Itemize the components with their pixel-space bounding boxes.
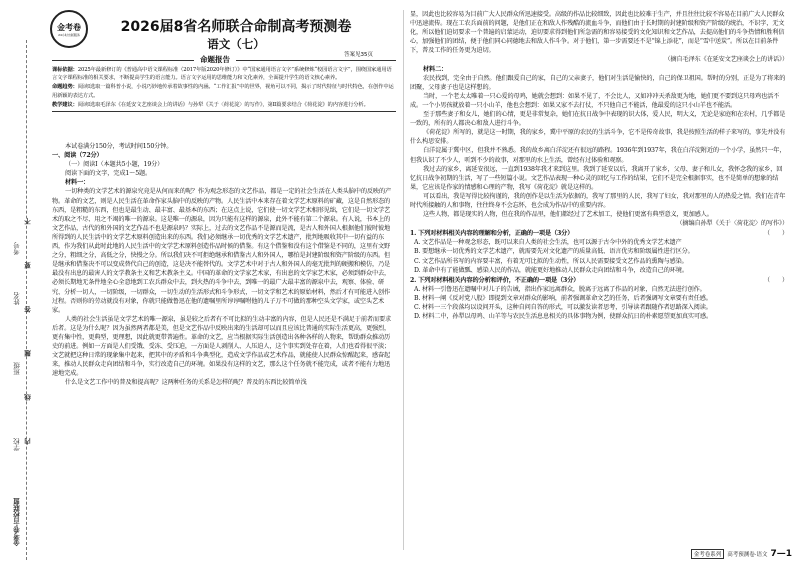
passage-paragraph: 什么是文艺工作中的普及和提高呢？这两种任务的关系是怎样的呢？普及的东西比较简单浅: [65, 379, 307, 387]
xingming-label: 姓名: [13, 292, 21, 305]
material-two-label: 材料二：: [423, 65, 448, 73]
yao-char: 要: [24, 262, 32, 269]
answer-blank[interactable]: （ ）: [763, 230, 788, 238]
subsection-heading: （一）阅读Ⅰ（本题共5小题，19分）: [65, 161, 164, 169]
answer-blank[interactable]: （ ）: [763, 276, 788, 284]
answer-page-note: 答案见35页: [344, 52, 373, 58]
option-a[interactable]: A. 文艺作品是一种观念形态，既可以来自人类的社会生活，也可以源于古今中外的优秀文学艺术遗产: [414, 239, 682, 247]
option-c[interactable]: C. 材料一三个段落均以设问开头，这种自问自答的形式，可以激发读者思考，引导读者跟随作者思路深入阅读。: [414, 304, 712, 311]
nei-char: 内: [24, 438, 32, 445]
passage-paragraph: 显，因此也比较容易为目前广大人民群众所迅速接受。高级的作品比较细致，因此也比较难于生产，并且往往比较不容易在目前广大人民群众中迅速流传。现在工农兵面前的问题，是他们正在和敌人作残酷的流血斗争，而他们由于长时期的封建阶级和资产阶级的统治，不识字，无文化，所以他们迫切要求一个普遍的启蒙运动，迫切要求得到他们所急需的和容易接受的文化知识和文艺作品，去提高他们的斗争热情和胜利信心，加强他们的团结，便于他们同心同德地去和敌人作斗争。对于他们，第一步需要还不是“锦上添花”，而是“雪中送炭”。所以在目前条件下，普及工作的任务更为迫切。: [410, 11, 785, 55]
material-one-label: 材料一：: [65, 179, 90, 187]
report-item-label: 教学建议：: [52, 101, 78, 108]
kaohao-label: 考号: [13, 242, 21, 255]
column-right: [410, 10, 788, 546]
passage-paragraph: 我过去的家乡，离延安很远，一直到1938年我才来到这里。我到了延安以后，我离开了家乡，父母、妻子和儿女，我怀念我的家乡，回忆抗日战争初期的生活，写了一些短篇小说。文艺作品表现一种心灵的回忆与工作的结果，它们不是完全根据事实，也不是简单的想象的结果，它应该是作家的情感和心理的产物，我写《荷花淀》就是这样的。: [410, 165, 783, 191]
report-heading-text: 命题报告: [194, 54, 236, 65]
passage-paragraph: 至于那些妻子和女儿，她们的心情，更是非常复杂，她们在抗日战争中表现的识大体，爱人民，明大义，无论是家庭和在农村，几乎都是一致的，所有的人都决心和敌人进行斗争。: [410, 111, 786, 128]
report-bottom-rule: [52, 111, 396, 112]
passage-paragraph: 这些人物，都是现实的人物，但在我的作品里，他们都经过了艺术加工，使他们更富有典型意义，更加感人。: [423, 211, 713, 219]
question-2-stem: 2. 下列对材料相关内容的分析和评价，不正确的一项是（3分）: [410, 276, 580, 284]
option-b[interactable]: B. 要想继承一切优秀的文学艺术遗产，就需要先对文化遗产的质量高低、语言优劣和阶级属性进行区分。: [414, 248, 694, 256]
question-2: [410, 276, 788, 321]
report-item-text: 2025年最新修订的《普通高中语文课程标准（2017年版2020年修订）》中“国家通用语言文字”系统修炼“校园语言文字”，围绕国家通用语言文字课程标准的相关要求，不断提高学生的语言能力。语言文字运用的思维能力和文化素养，全面提升学生的语文核心素养。: [52, 67, 392, 82]
option-d[interactable]: D. 材料二中，孙犁以母鸡、山羊等与农民生活息息相关的具体事物为例，使群众抗日的朴素愿望更加真实可感。: [414, 313, 713, 321]
report-item: [52, 101, 396, 109]
binding-strip: [0, 0, 38, 566]
question-1-stem: 1. 下列对材料相关内容的理解和分析，正确的一项是（3分）: [410, 230, 574, 238]
passage-paragraph: 白洋淀属于冀中区，但我并不熟悉。我的故乡离白洋淀还有很远的路程。1936年到1937年，我在白洋淀附近的一个小学，虽然只一年，但我认识了不少人，听到不少的故事，对那里的水上生活，曾经有过体验和观察。: [410, 147, 786, 164]
report-item-label: 命题趋势：: [52, 84, 78, 91]
question-1-stem-row: [410, 229, 788, 238]
report-item: [52, 83, 396, 99]
da-char: 答: [24, 306, 32, 313]
option-c[interactable]: C. 文艺作品所书写的内容要丰富，有着无可比拟的生动性，所以人民需要接受文艺作品的熏陶与感染。: [414, 257, 688, 265]
instruction: 阅读下面的文字，完成1～5题。: [65, 170, 152, 178]
passage-paragraph: 人类的社会生活虽是文学艺术的唯一源泉，虽是较之后者有不可比拟的生动丰富的内容，但是人民还是不满足于前者而要求后者。这是为什么呢？因为虽然两者都是美，但是文艺作品中反映出来的生活却可以而且应该比普通的实际生活更高，更强烈，更有集中性，更典型，更理想，因此就更带普遍性。革命的文艺，应当根据实际生活创造出各种各样的人物来，帮助群众推动历史的前进。例如一方面是人们受饿、受冻、受压迫，一方面是人剥削人、人压迫人，这个事实到处存在着，人们也看得很平淡；文艺就把这种日常的现象集中起来，把其中的矛盾和斗争典型化，造成文学作品或艺术作品，就能使人民群众惊醒起来，感奋起来，推动人民群众走向团结和斗争，实行改造自己的环境。如果没有这样的文艺，那么这个任务就不能完成，或者不能有力地迅速地完成。: [52, 315, 392, 378]
option-d[interactable]: D. 革命中有了能做瓢、感染人民的作品，就能更好地推动人民群众走向团结和斗争，改造自己的环境。: [414, 266, 688, 274]
report-item-text: 阅读Ⅰ选取一篇科普小说，小说巧妙地传承着故事性的内涵。“工作汇报”中的世界，视角可以不同，揭示了时代特征与时代特色，在创作中运用新颖的表达方式。: [52, 84, 394, 99]
source-note: （摘编自孙犁《关于〈荷花淀〉的写作》）: [676, 220, 788, 228]
source-note: （摘自毛泽东《在延安文艺座谈会上的讲话》）: [664, 56, 788, 64]
footer-brand: 金考卷系列: [691, 549, 725, 559]
passage-paragraph: 可以看出，我是写得比较拘谨的，我的创作是以生活为依据的，我写了那里的人民，我写了妇女，我对那里的人的热爱之情。我们在青年时代所接触的人和事物，往往终身不会忘怀，也会成为作品中的重要内容。: [410, 192, 786, 209]
school-label: 学校: [13, 438, 21, 451]
bu-char: 不: [24, 218, 32, 225]
passage-paragraph: 《荷花淀》所写的，就是这一时期，我的家乡，冀中平原的农民的生活斗争，它不是传奇故事，我是按照生活的样子来写的，事先并没有什么构思安排。: [410, 129, 786, 146]
logo: [50, 10, 88, 48]
report-item-label: 课标依据：: [52, 67, 78, 73]
column-left: [52, 142, 396, 560]
exam-info: 本试卷满分150分，考试时间150分钟。: [65, 143, 173, 150]
section-heading: 一、阅读（72分）: [52, 152, 103, 160]
passage-paragraph: 当时，一个老太太唯着一只心爱的母鸡，她就会想到：如果不见了，不会比人，又如冲冲天杀敌更为地，她们更不要到这只母鸡也活不成。一个小男孩就放着一只小山羊，他也会想到：如果又家不去打仗，不只他自己不能活，他最爱的这只小山羊也不能活。: [410, 92, 780, 109]
footer-mid: 高考预测卷·语文: [727, 552, 768, 558]
page-number: 7—1: [770, 549, 792, 559]
report-item: [52, 66, 396, 82]
question-2-stem-row: [410, 276, 788, 285]
option-b[interactable]: B. 材料一阐《反对党八股》即提到文章对群众的影响，前者强调革命文艺的任务，后者强调写文章要有责任感。: [414, 294, 712, 302]
question-1: [410, 229, 788, 274]
option-a[interactable]: A. 材料一引鲁迅在遗嘱中对儿子的告诫，指出作家远离群众，脱离于远离了作品的对象，自然无法进行创作。: [414, 285, 706, 293]
column-divider: [403, 10, 404, 550]
ti-char: 题: [24, 350, 32, 357]
logo-subtext: 24小时出版服务: [58, 32, 80, 37]
banji-label: 班级: [13, 362, 21, 375]
binding-dashed-line: [26, 40, 27, 560]
report-box: [52, 66, 396, 112]
report-item-text: 阅读Ⅰ选取毛泽东《在延安文艺座谈会上的讲话》与孙犁《关于〈荷花淀〉的写作》，第Ⅱ篇要求结合《荷花淀》的内容进行分析。: [77, 101, 369, 108]
logo-text: 金考卷: [57, 22, 81, 32]
xian-char: 线: [24, 394, 32, 401]
passage-paragraph: 一切种类的文学艺术的源泉究竟是从何而来的呢？作为观念形态的文艺作品，都是一定的社会生活在人类头脑中的反映的产物。革命的文艺，则是人民生活在革命作家头脑中的反映的产物。人民生活中本来存在着文学艺术原料的矿藏，这是自然形态的东西，是粗糙的东西，但也是最生动、最丰富、最基本的东西；在这点上说，它们使一切文学艺术相形见绌，它们是一切文学艺术的取之不尽、用之不竭的唯一的源泉。这是唯一的源泉，因为只能有这样的源泉，此外不能有第二个源泉。有人说，书本上的文艺作品，古代的和外国的文艺作品不也是源泉吗？实际上，过去的文艺作品不是源而是流，是古人和外国人根据他们彼时彼地所得到的人民生活中的文学艺术原料创造出来的东西。我们必须继承一切优秀的文学艺术遗产，批判地吸收其中一切有益的东西，作为我们从此时此地的人民生活中的文学艺术原料创造作品时候的借鉴。有这个借鉴和没有这个借鉴是不同的，这里有文野之分，粗细之分，高低之分，快慢之分。所以我们决不可拒绝继承和借鉴古人和外国人，哪怕是封建阶级和资产阶级的东西。但是继承和借鉴决不可以变成替代自己的创造，这是决不能替代的。文学艺术中对于古人和外国人的毫无批判的硬搬和模仿，乃是最没有出息的最害人的文学教条主义和艺术教条主义。中国的革命的文学家艺术家，有出息的文学家艺术家，必须到群众中去，必须长期地无条件地全心全意地到工农兵群众中去，到火热的斗争中去，到唯一的最广大最丰富的源泉中去，观察、体验、研究、分析一切人，一切阶级，一切群众，一切生动的生活形式和斗争形式，一切文学和艺术的原始材料，然后才有可能进入创作过程。否则你的劳动就没有对象，你就只能做鲁迅在他的遗嘱里所谆谆嘱咐他的儿子万不可做的那种空头文学家，或空头艺术家。: [52, 188, 392, 314]
exam-title: 2026届8省名师联合命制高考预测卷: [120, 19, 352, 35]
exam-subtitle: 语文（七）: [207, 37, 265, 51]
report-heading: [52, 55, 396, 65]
binding-brand: 金考卷·百校联盟: [13, 498, 21, 546]
passage-paragraph: 农民找到，完全由于自然。他们跟爱自己的家，自己的父亲妻子，他们对生活是愉快的，自己的保卫祖国。帮时的分别，正是为了将来的团聚，父母妻子也是这样想的。: [410, 74, 786, 91]
footer: [656, 548, 792, 560]
